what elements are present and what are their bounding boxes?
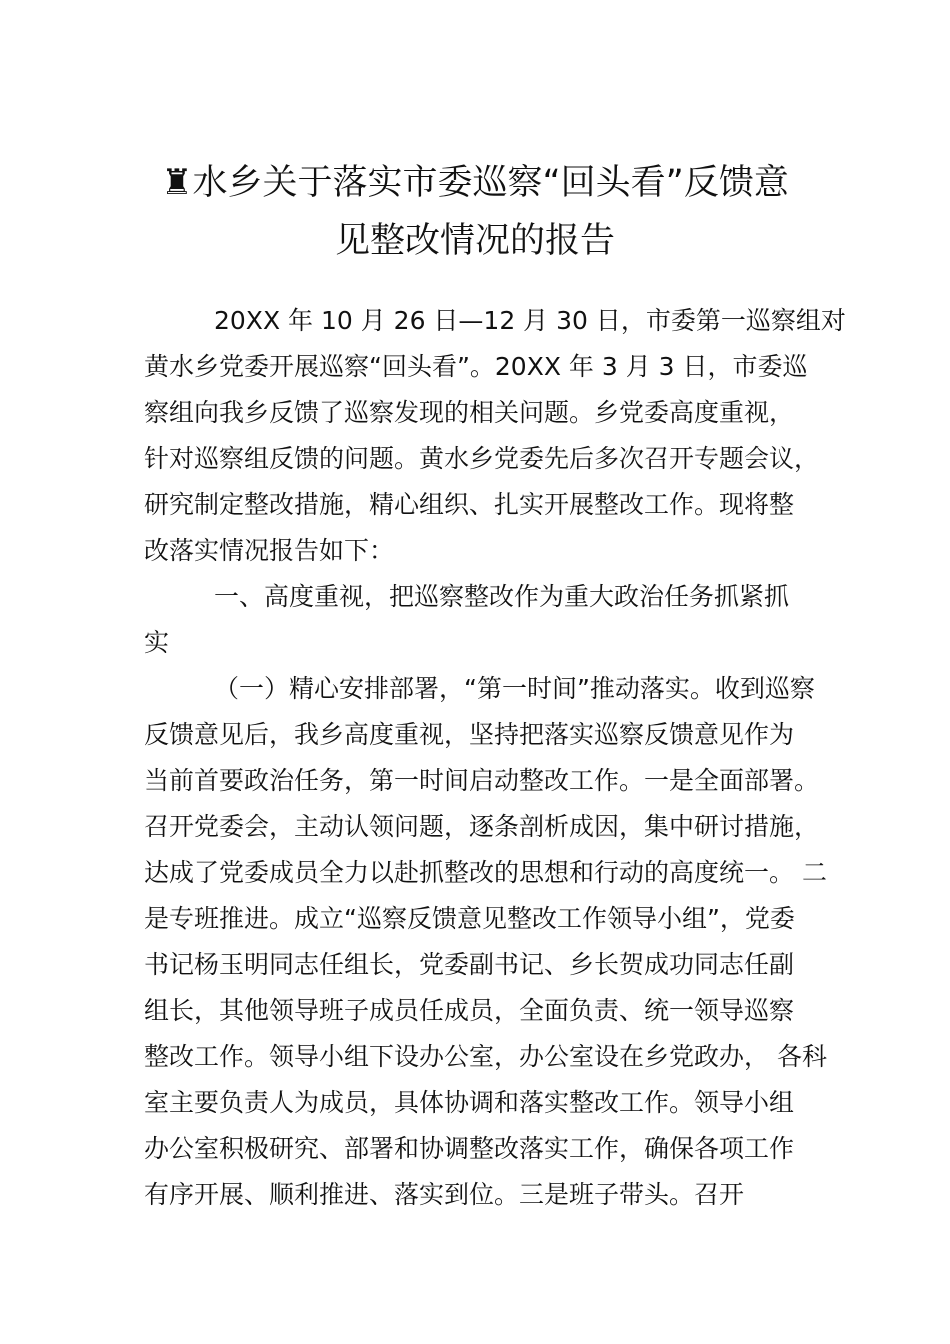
body-line-10: 反馈意见后，我乡高度重视，坚持把落实巡察反馈意见作为 xyxy=(144,720,795,749)
section-heading-1: 一、高度重视，把巡察整改作为重大政治任务抓紧抓 xyxy=(214,582,790,611)
body-line-13: 达成了党委成员全力以赴抓整改的思想和行动的高度统一。 二 xyxy=(144,858,827,887)
body-line-11: 当前首要政治任务，第一时间启动整改工作。一是全面部署。 xyxy=(144,766,820,795)
section-heading-1-continued: 实 xyxy=(144,628,170,657)
body-line-3: 察组向我乡反馈了巡察发现的相关问题。乡党委高度重视， xyxy=(144,398,795,427)
body-line-12: 召开党委会，主动认领问题，逐条剖析成因，集中研讨措施， xyxy=(144,812,820,841)
document-title-line-1: ♜水乡关于落实市委巡察“回头看”反馈意 xyxy=(161,163,789,203)
body-line-2: 黄水乡党委开展巡察“回头看”。20XX 年 3 月 3 日，市委巡 xyxy=(144,352,808,381)
document-title-line-2: 见整改情况的报告 xyxy=(334,221,615,261)
body-line-19: 办公室积极研究、部署和协调整改落实工作，确保各项工作 xyxy=(144,1134,795,1163)
body-line-15: 书记杨玉明同志任组长，党委副书记、乡长贺成功同志任副 xyxy=(144,950,795,979)
body-line-16: 组长，其他领导班子成员任成员，全面负责、统一领导巡察 xyxy=(144,996,795,1025)
body-line-14: 是专班推进。成立“巡察反馈意见整改工作领导小组”，党委 xyxy=(144,904,795,933)
body-line-6: 改落实情况报告如下： xyxy=(144,536,395,565)
body-line-20: 有序开展、顺利推进、落实到位。三是班子带头。召开 xyxy=(144,1180,745,1209)
subsection-heading-1: （一）精心安排部署，“第一时间”推动落实。收到巡察 xyxy=(214,674,815,703)
body-line-18: 室主要负责人为成员，具体协调和落实整改工作。领导小组 xyxy=(144,1088,795,1117)
body-line-17: 整改工作。领导小组下设办公室，办公室设在乡党政办， 各科 xyxy=(144,1042,827,1071)
body-line-5: 研究制定整改措施，精心组织、扎实开展整改工作。现将整 xyxy=(144,490,795,519)
body-line-4: 针对巡察组反馈的问题。黄水乡党委先后多次召开专题会议， xyxy=(144,444,820,473)
body-line-1: 20XX 年 10 月 26 日—12 月 30 日，市委第一巡察组对 xyxy=(214,306,846,335)
